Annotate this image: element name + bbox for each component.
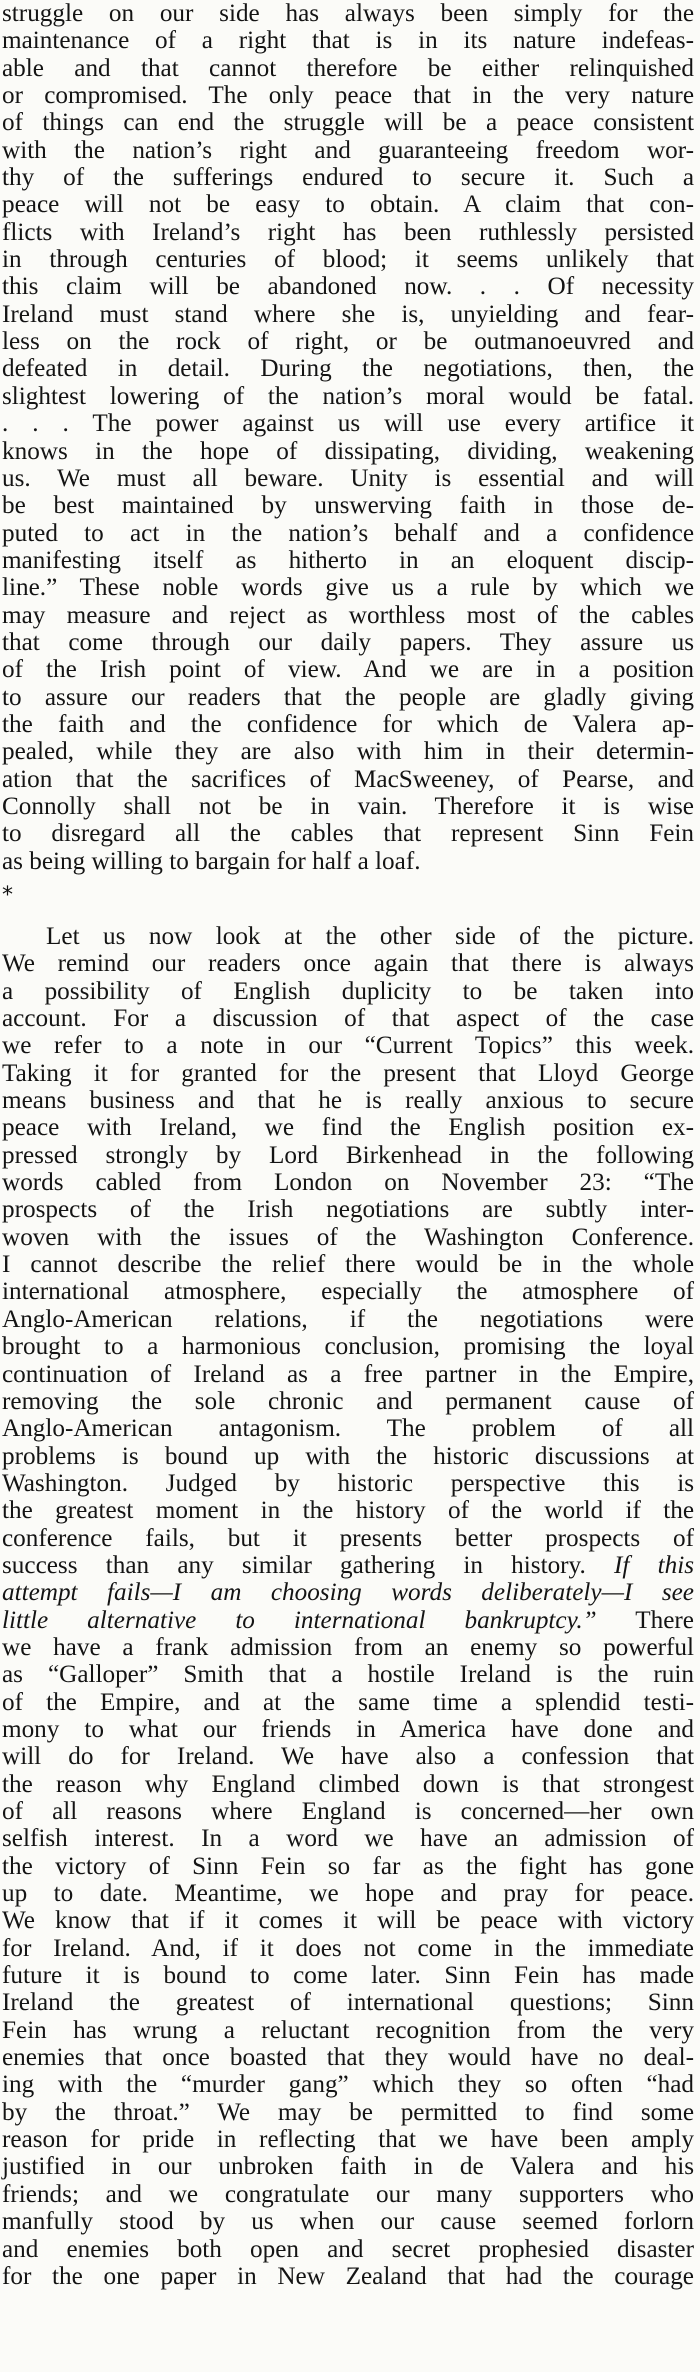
text-line (2, 1607, 694, 1634)
text-line: may measure and reject as worthless most of the cables (2, 601, 694, 629)
italic-text-run: If this (614, 1551, 695, 1579)
text-line: woven with the issues of the Washington Conference. (2, 1223, 694, 1251)
article-paragraph-1 (2, 0, 694, 875)
text-line: . . . The power against us will use every artifice it (2, 410, 694, 438)
text-line: knows in the hope of dissipating, dividing, weakening (2, 437, 694, 465)
section-separator-asterisk: * (2, 883, 13, 908)
text-line: for the one paper in New Zealand that had the courage (2, 2262, 694, 2290)
text-line: for Ireland. And, if it does not come in the immediate (2, 1934, 694, 1962)
text-line: Taking it for granted for the present that Lloyd George (2, 1059, 694, 1087)
text-line: Ireland the greatest of international questions; Sinn (2, 1989, 694, 2017)
text-line: this claim will be abandoned now. . . Of necessity (2, 273, 694, 301)
text-line: friends; and we congratulate our many supporters who (2, 2180, 694, 2208)
article-column (2, 0, 694, 2290)
text-line: struggle on our side has always been simply for the (2, 0, 694, 27)
text-line: ing with the “murder gang” which they so often “had (2, 2071, 694, 2099)
text-line: problems is bound up with the historic discussions at (2, 1442, 694, 1470)
text-line: to disregard all the cables that represent Sinn Fein (2, 820, 694, 848)
text-line: pealed, while they are also with him in their determin- (2, 738, 694, 766)
text-line: Ireland must stand where she is, unyielding and fear- (2, 300, 694, 328)
text-line: us. We must all beware. Unity is essential and will (2, 464, 694, 492)
text-line: Anglo-American relations, if the negotiations were (2, 1305, 694, 1333)
text-line: be best maintained by unswerving faith in those de- (2, 492, 694, 520)
article-paragraph-2 (2, 923, 694, 2290)
text-line: line.” These noble words give us a rule by which we (2, 574, 694, 602)
text-line: of the Empire, and at the same time a splendid testi- (2, 1688, 694, 1716)
text-line: manfully stood by us when our cause seemed forlorn (2, 2208, 694, 2236)
text-line: in through centuries of blood; it seems unlikely that (2, 246, 694, 274)
text-line: the reason why England climbed down is that strongest (2, 1770, 694, 1798)
text-line: Anglo-American antagonism. The problem of all (2, 1415, 694, 1443)
italic-text-run: little alternative to international bankruptcy.” (2, 1606, 597, 1634)
text-line: future it is bound to come later. Sinn Fein has made (2, 1962, 694, 1990)
text-line: pressed strongly by Lord Birkenhead in the following (2, 1141, 694, 1169)
text-line: We know that if it comes it will be peace with victory (2, 1907, 694, 1935)
text-line: the victory of Sinn Fein so far as the fight has gone (2, 1852, 694, 1880)
text-line: to assure our readers that the people are gladly giving (2, 683, 694, 711)
text-line: will do for Ireland. We have also a confession that (2, 1743, 694, 1771)
text-line: with the nation’s right and guaranteeing freedom wor- (2, 136, 694, 164)
text-line: means business and that he is really anxious to secure (2, 1087, 694, 1115)
text-line: account. For a discussion of that aspect of the case (2, 1005, 694, 1033)
text-line: by the throat.” We may be permitted to find some (2, 2098, 694, 2126)
text-line: or compromised. The only peace that in the very nature (2, 82, 694, 110)
text-line: of the Irish point of view. And we are in a position (2, 656, 694, 684)
text-line: conference fails, but it presents better prospects of (2, 1524, 694, 1552)
text-line: words cabled from London on November 23: “The (2, 1169, 694, 1197)
text-line: brought to a harmonious conclusion, promising the loyal (2, 1333, 694, 1361)
text-line: maintenance of a right that is in its nature indefeas- (2, 27, 694, 55)
text-line: Fein has wrung a reluctant recognition from the very (2, 2016, 694, 2044)
text-line: the faith and the confidence for which de Valera ap- (2, 710, 694, 738)
text-line: puted to act in the nation’s behalf and a confidence (2, 519, 694, 547)
text-line: ation that the sacrifices of MacSweeney, of Pearse, and (2, 765, 694, 793)
text-run: There (596, 1606, 694, 1634)
text-line: that come through our daily papers. They assure us (2, 628, 694, 656)
text-line: we refer to a note in our “Current Topics” this week. (2, 1032, 694, 1060)
text-line: peace with Ireland, we find the English position ex- (2, 1114, 694, 1142)
text-line: a possibility of English duplicity to be taken into (2, 977, 694, 1005)
text-line: Connolly shall not be in vain. Therefore it is wise (2, 792, 694, 820)
text-line: reason for pride in reflecting that we have been amply (2, 2126, 694, 2154)
text-line: the greatest moment in the history of the world if the (2, 1497, 694, 1525)
text-line: Let us now look at the other side of the picture. (46, 923, 694, 950)
text-line: selfish interest. In a word we have an admission of (2, 1825, 694, 1853)
text-line: up to date. Meantime, we hope and pray for peace. (2, 1880, 694, 1908)
text-line: slightest lowering of the nation’s moral would be fatal. (2, 382, 694, 410)
text-line (2, 1552, 694, 1579)
text-line: We remind our readers once again that there is always (2, 950, 694, 978)
text-line: I cannot describe the relief there would be in the whole (2, 1251, 694, 1279)
text-line: and enemies both open and secret prophesied disaster (2, 2235, 694, 2263)
text-line: less on the rock of right, or be outmanoeuvred and (2, 328, 694, 356)
text-line: of things can end the struggle will be a peace consistent (2, 109, 694, 137)
text-line: international atmosphere, especially the atmosphere of (2, 1278, 694, 1306)
text-line: as being willing to bargain for half a loaf. (2, 847, 421, 875)
text-line: removing the sole chronic and permanent cause of (2, 1387, 694, 1415)
text-line: of all reasons where England is concerned—her own (2, 1798, 694, 1825)
text-line: defeated in detail. During the negotiations, then, the (2, 355, 694, 383)
text-line: continuation of Ireland as a free partner in the Empire, (2, 1360, 694, 1388)
text-line: peace will not be easy to obtain. A claim that con- (2, 191, 694, 219)
text-line: Washington. Judged by historic perspective this is (2, 1469, 694, 1497)
text-line: as “Galloper” Smith that a hostile Ireland is the ruin (2, 1661, 694, 1689)
text-line: flicts with Ireland’s right has been ruthlessly persisted (2, 218, 694, 246)
text-run: success than any similar gathering in history. (2, 1551, 586, 1579)
text-line: attempt fails—I am choosing words deliberately—I see (2, 1579, 694, 1607)
text-line: thy of the sufferings endured to secure it. Such a (2, 164, 694, 192)
text-line: prospects of the Irish negotiations are subtly inter- (2, 1196, 694, 1224)
text-line: able and that cannot therefore be either relinquished (2, 54, 694, 82)
text-line: we have a frank admission from an enemy so powerful (2, 1633, 694, 1661)
text-line: mony to what our friends in America have done and (2, 1715, 694, 1743)
text-line: enemies that once boasted that they would have no deal- (2, 2044, 694, 2072)
text-line: manifesting itself as hitherto in an eloquent discip- (2, 546, 694, 574)
text-line: justified in our unbroken faith in de Valera and his (2, 2153, 694, 2181)
